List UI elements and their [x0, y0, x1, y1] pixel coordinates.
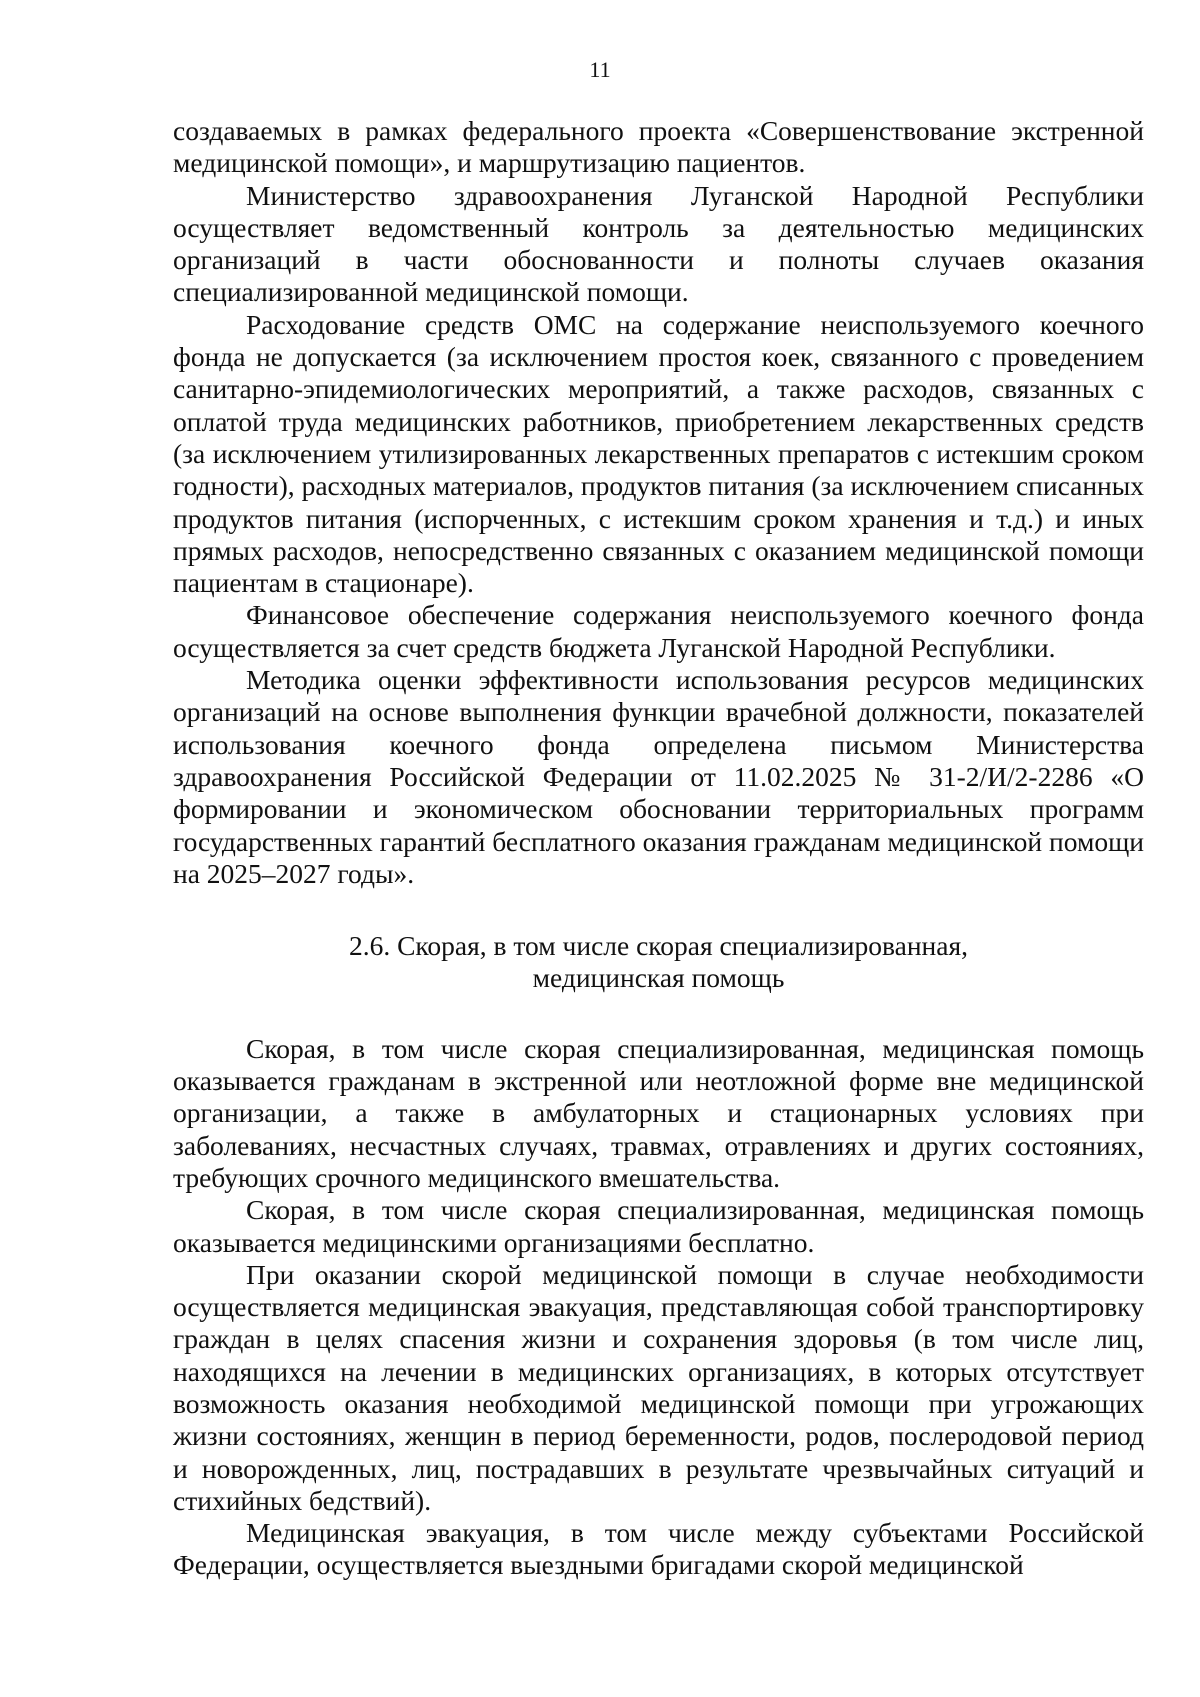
document-body	[173, 115, 1144, 1582]
section-heading-line-1: 2.6. Скорая, в том числе скорая специализированная,	[348, 930, 969, 962]
paragraph-4: Финансовое обеспечение содержания неиспользуемого коечного фонда осуществляется за счет средств бюджета Луганской Народной Республики.	[173, 599, 1144, 663]
section-heading	[173, 930, 1144, 995]
paragraph-1: создаваемых в рамках федерального проекта «Совершенствование экстренной медицинской помощи», и маршрутизацию пациентов.	[173, 115, 1144, 179]
paragraph-2: Министерство здравоохранения Луганской Народной Республики осуществляет ведомственный контроль за деятельностью медицинских организаций в части обоснованности и полноты случаев оказания специализированной медицинской помощи.	[173, 179, 1144, 308]
paragraph-3: Расходование средств ОМС на содержание неиспользуемого коечного фонда не допускается (за исключением простоя коек, связанного с проведением санитарно-эпидемиологических мероприятий, а также расходов, связанных с оплатой труда медицинских работников, приобретением лекарственных средств (за исключением утилизированных лекарственных препаратов с истекшим сроком годности), расходных материалов, продуктов питания (за исключением списанных продуктов питания (испорченных, с истекшим сроком хранения и т.д.) и иных прямых расходов, непосредственно связанных с оказанием медицинской помощи пациентам в стационаре).	[173, 308, 1144, 599]
page-number: 11	[589, 57, 611, 82]
paragraph-6: Скорая, в том числе скорая специализированная, медицинская помощь оказывается гражданам в экстренной или неотложной форме вне медицинской организации, а также в амбулаторных и стационарных условиях при заболеваниях, несчастных случаях, травмах, отравлениях и других состояниях, требующих срочного медицинского вмешательства.	[173, 1032, 1144, 1193]
paragraph-5: Методика оценки эффективности использования ресурсов медицинских организаций на основе выполнения функции врачебной должности, показателей использования коечного фонда определена письмом Министерства здравоохранения Российской Федерации от 11.02.2025 № 31-2/И/2-2286 «О формировании и экономическом обосновании территориальных программ государственных гарантий бесплатного оказания гражданам медицинской помощи на 2025–2027 годы».	[173, 664, 1144, 889]
section-heading-line-2: медицинская помощь	[532, 962, 785, 994]
paragraph-7: Скорая, в том числе скорая специализированная, медицинская помощь оказывается медицинскими организациями бесплатно.	[173, 1194, 1144, 1258]
paragraph-9: Медицинская эвакуация, в том числе между субъектами Российской Федерации, осуществляется выездными бригадами скорой медицинской	[173, 1517, 1144, 1581]
paragraph-8: При оказании скорой медицинской помощи в случае необходимости осуществляется медицинская эвакуация, представляющая собой транспортировку граждан в целях спасения жизни и сохранения здоровья (в том числе лиц, находящихся на лечении в медицинских организациях, в которых отсутствует возможность оказания необходимой медицинской помощи при угрожающих жизни состояниях, женщин в период беременности, родов, послеродовой период и новорожденных, лиц, пострадавших в результате чрезвычайных ситуаций и стихийных бедствий).	[173, 1258, 1144, 1516]
